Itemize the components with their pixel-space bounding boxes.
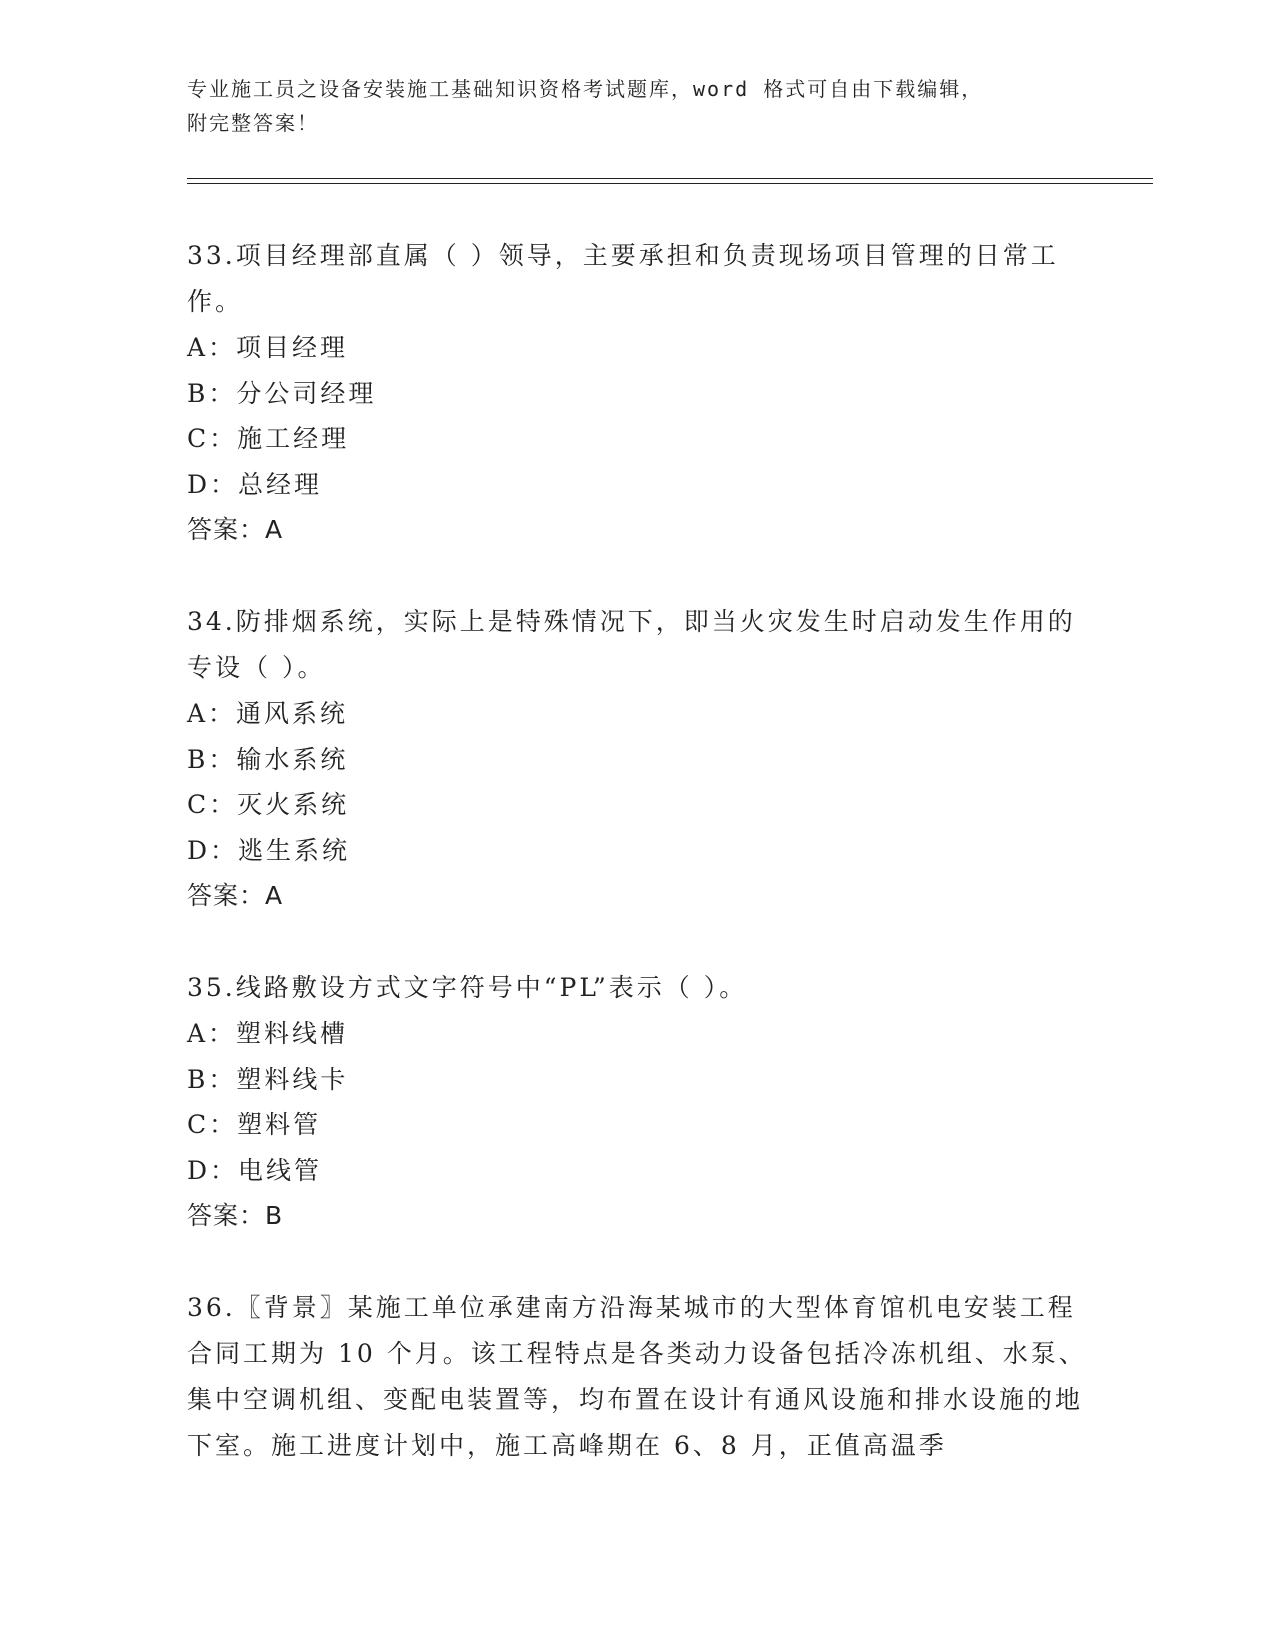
option-b: B：输水系统 [187, 744, 349, 774]
question-36 [187, 1285, 1087, 1469]
option-a: A：通风系统 [187, 699, 349, 728]
option-a: A：项目经理 [187, 333, 349, 362]
answer-label: 答案：A [187, 881, 284, 910]
question-list [187, 233, 1087, 1515]
header-divider-top [187, 178, 1153, 179]
question-35 [187, 965, 1087, 1239]
document-header [187, 72, 1067, 140]
option-a: A：塑料线槽 [187, 1019, 349, 1048]
header-line-1: 专业施工员之设备安装施工基础知识资格考试题库，word 格式可自由下载编辑， [187, 77, 984, 101]
option-b: B：分公司经理 [187, 378, 377, 408]
option-d: D：总经理 [187, 469, 323, 499]
option-c: C：灭火系统 [187, 790, 350, 819]
question-text: 33.项目经理部直属（ ）领导，主要承担和负责现场项目管理的日常工作。 [187, 241, 1059, 316]
header-divider-bottom [187, 183, 1153, 184]
question-text: 34.防排烟系统，实际上是特殊情况下，即当火灾发生时启动发生作用的专设（ ）。 [187, 607, 1076, 682]
question-34 [187, 599, 1087, 919]
header-line-2: 附完整答案！ [187, 111, 319, 135]
answer-label: 答案：A [187, 515, 284, 544]
question-text: 35.线路敷设方式文字符号中“PL”表示（ ）。 [187, 973, 748, 1002]
option-d: D：逃生系统 [187, 835, 351, 865]
option-b: B：塑料线卡 [187, 1064, 349, 1094]
question-33 [187, 233, 1087, 553]
option-d: D：电线管 [187, 1155, 323, 1185]
option-c: C：施工经理 [187, 424, 350, 453]
question-text: 36.〖背景〗某施工单位承建南方沿海某城市的大型体育馆机电安装工程合同工期为 10 个月。该工程特点是各类动力设备包括冷冻机组、水泵、集中空调机组、变配电装置等，均布置在设计有通风设施和排水设施的地下室。施工进度计划中，施工高峰期在 6、8 月，正值高温季 [187, 1293, 1087, 1460]
answer-label: 答案：B [187, 1201, 284, 1230]
option-c: C：塑料管 [187, 1110, 322, 1139]
